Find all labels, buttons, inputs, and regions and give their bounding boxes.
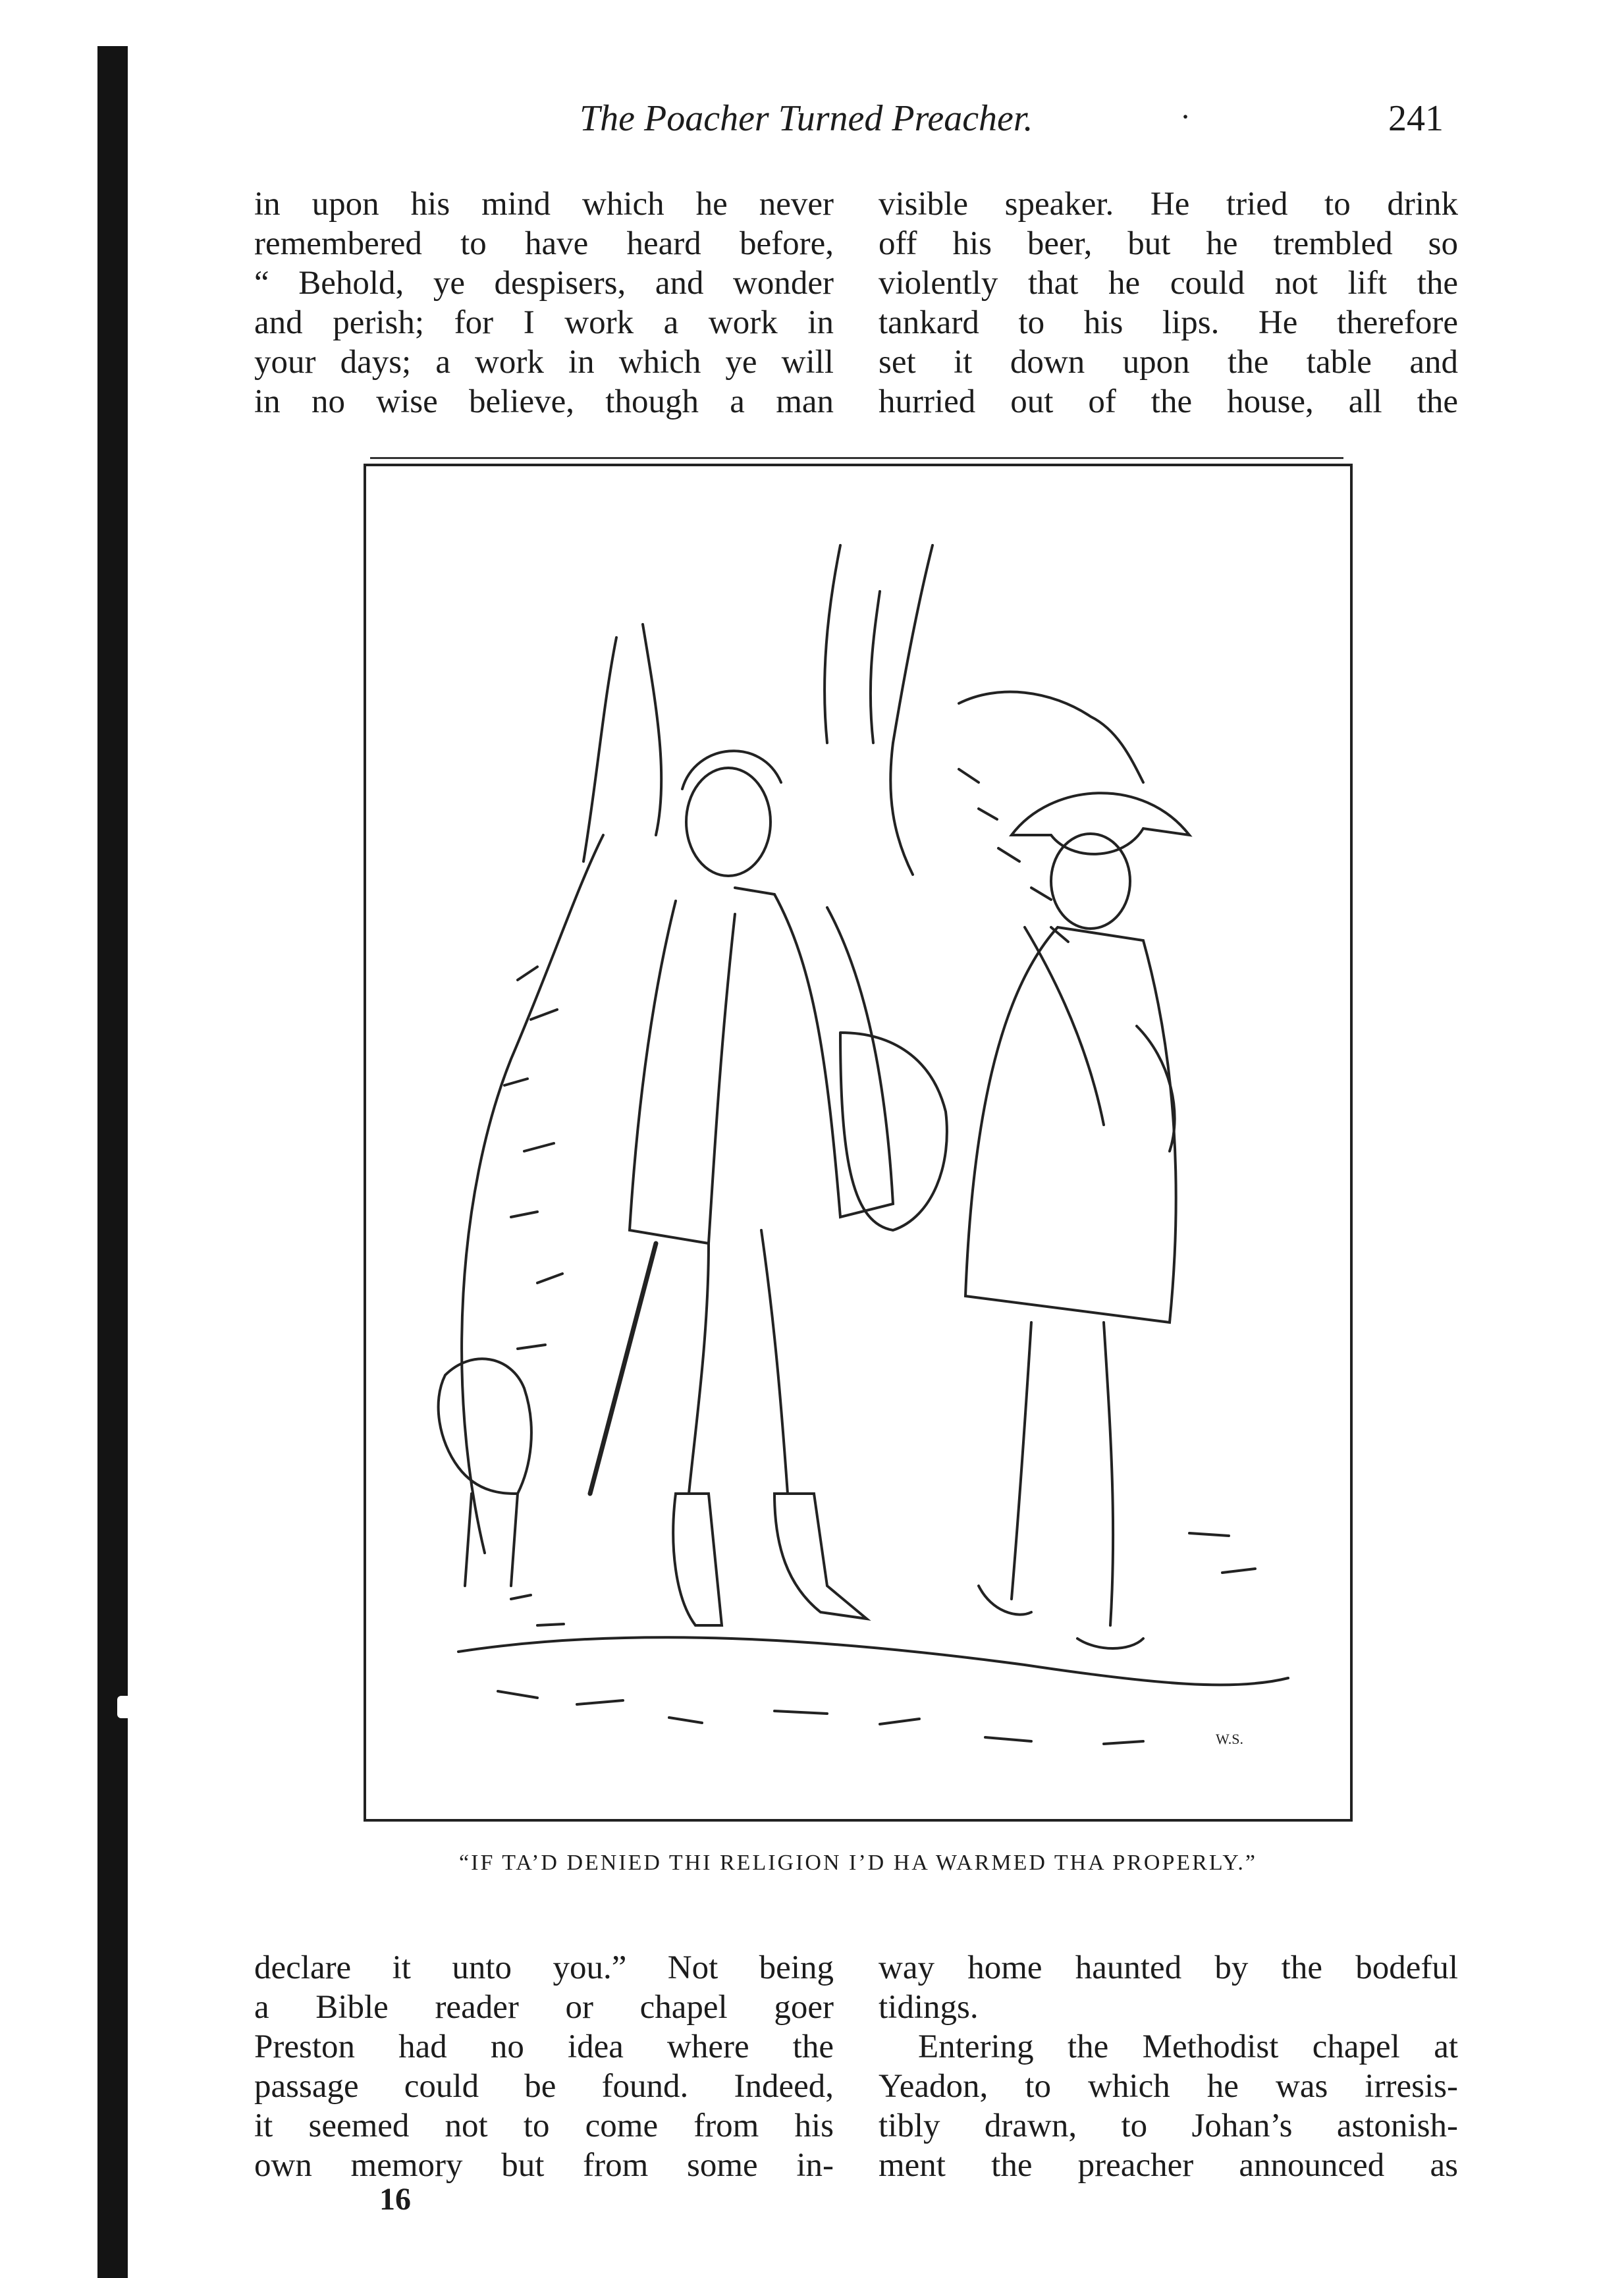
poacher-cap [682, 751, 781, 789]
signature-mark: 16 [379, 2182, 411, 2217]
preacher-hat [1012, 793, 1189, 854]
text-line: way home haunted by the bodeful [879, 1949, 1458, 1986]
running-title: The Poacher Turned Preacher. [580, 98, 1033, 139]
text-column-bottom-right [879, 1948, 1458, 2185]
text-column-bottom-left [254, 1948, 834, 2185]
illustration-caption: “IF TA’D DENIED THI RELIGION I’D HA WARMED THA PROPERLY.” [459, 1851, 1257, 1875]
text-line: violently that he could not lift the [879, 265, 1458, 302]
text-line: own memory but from some in- [254, 2147, 834, 2184]
text-column-top-left [254, 184, 834, 421]
text-line: tibly drawn, to Johan’s astonish- [879, 2107, 1458, 2144]
bare-branch-left [583, 624, 661, 861]
bare-branch-center [825, 545, 880, 743]
text-line: tidings. [879, 1989, 979, 2026]
ground-hatching [498, 1691, 1143, 1744]
poacher-stick [590, 1243, 656, 1494]
poacher-legs [689, 1230, 788, 1494]
preacher-legs [1012, 1322, 1113, 1625]
artist-initials: W.S. [1216, 1731, 1243, 1747]
text-line: Yeadon, to which he was irresis- [879, 2068, 1458, 2105]
text-line: it seemed not to come from his [254, 2107, 834, 2144]
text-line: tankard to his lips. He therefore [879, 304, 1458, 341]
text-line: a Bible reader or chapel goer [254, 1989, 834, 2026]
text-line: Entering the Methodist chapel at [918, 2028, 1458, 2065]
text-line: “ Behold, ye despisers, and wonder [254, 265, 834, 302]
preacher-arm [1137, 1026, 1175, 1151]
illustration [364, 464, 1353, 1822]
poacher-left-boot [673, 1494, 722, 1625]
text-line: visible speaker. He tried to drink [879, 186, 1458, 223]
text-line: Preston had no idea where the [254, 2028, 834, 2065]
text-line: passage could be found. Indeed, [254, 2068, 834, 2105]
text-line: in no wise believe, though a man [254, 383, 834, 420]
page-number: 241 [1388, 98, 1444, 139]
ground-strokes [511, 1533, 1255, 1625]
poacher-coat-right [774, 894, 893, 1217]
text-line: and perish; for I work a work in [254, 304, 834, 341]
text-line: declare it unto you.” Not being [254, 1949, 834, 1986]
preacher-shoes [979, 1586, 1143, 1648]
text-line: ment the preacher announced as [879, 2147, 1458, 2184]
poacher-right-boot [774, 1494, 867, 1619]
preacher-head [1051, 834, 1130, 929]
poacher-coat-left [630, 901, 735, 1243]
poacher-head [686, 768, 771, 876]
foliage-hatching-left [504, 967, 562, 1349]
preacher-coat [965, 927, 1176, 1322]
binding-nick [117, 1696, 132, 1718]
text-line: remembered to have heard before, [254, 225, 834, 262]
tree-trunk-right [890, 545, 933, 875]
text-line: off his beer, but he trembled so [879, 225, 1458, 262]
poacher-collar [735, 888, 774, 894]
text-line: hurried out of the house, all the [879, 383, 1458, 420]
bush-left-outline [462, 835, 603, 1553]
header-separator: · [1180, 99, 1191, 134]
binding-edge [97, 46, 128, 2278]
bush-right-top [959, 692, 1143, 782]
text-column-top-right [879, 184, 1458, 421]
ground-line [458, 1637, 1288, 1685]
text-line: set it down upon the table and [879, 344, 1458, 381]
text-line: your days; a work in which ye will [254, 344, 834, 381]
illustration-top-rule [370, 457, 1343, 459]
illustration-drawing [366, 466, 1350, 1819]
text-line: in upon his mind which he never [254, 186, 834, 223]
foliage-hatching-right [959, 769, 1068, 942]
